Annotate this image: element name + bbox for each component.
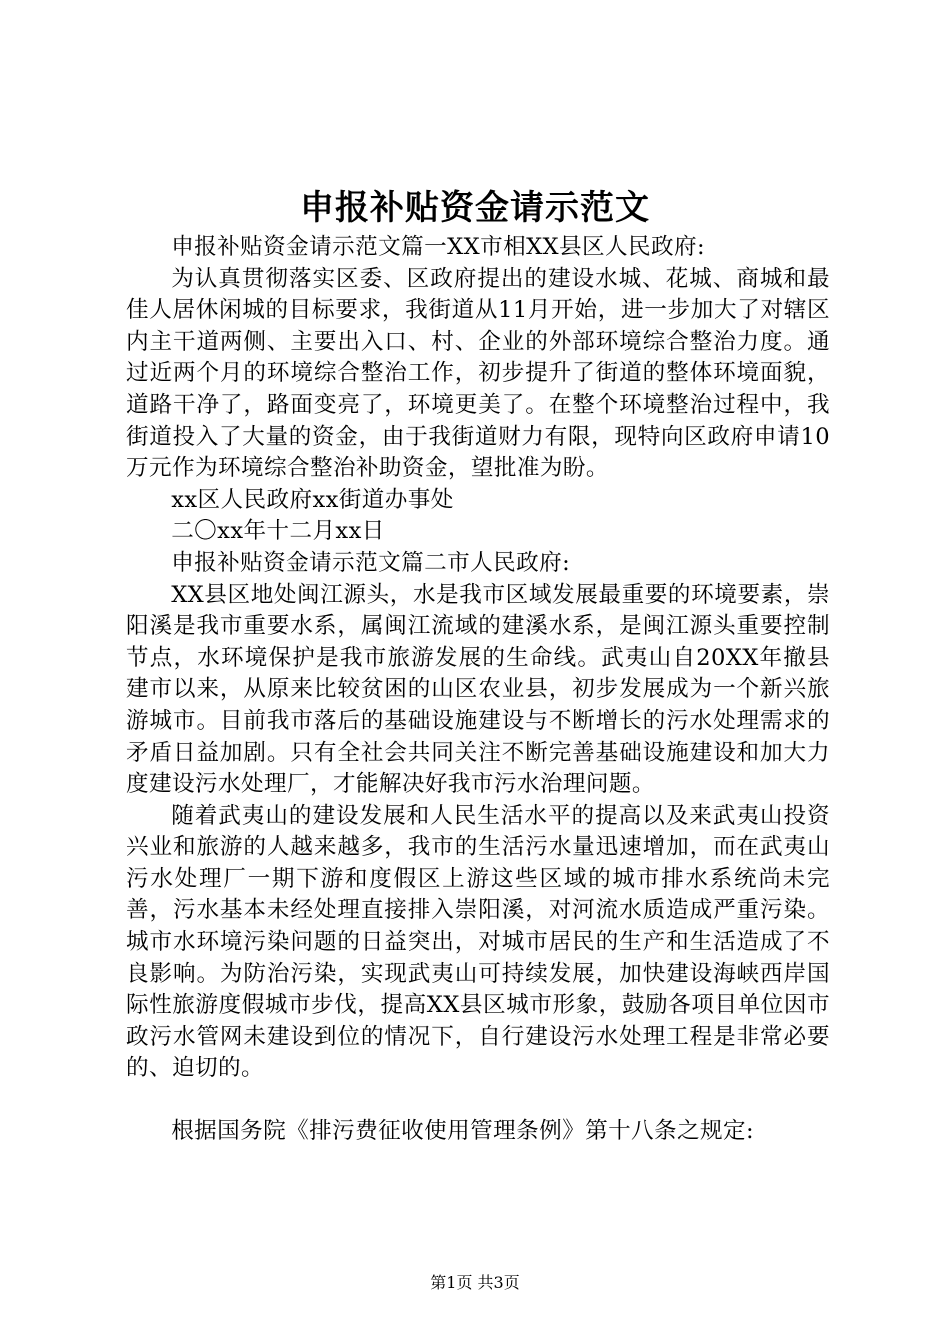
paragraph-intro-2: 申报补贴资金请示范文篇二市人民政府: [171, 549, 571, 576]
signature-office: xx区人民政府xx街道办事处 [171, 486, 454, 513]
signature-date: 二〇xx年十二月xx日 [171, 518, 385, 545]
document-title: 申报补贴资金请示范文 [300, 188, 650, 228]
page-footer: 第1页 共3页 [430, 1273, 520, 1292]
paragraph-intro-1: 申报补贴资金请示范文篇一XX市相XX县区人民政府: [171, 234, 706, 260]
document-body [126, 232, 830, 1148]
paragraph-body-4: 根据国务院《排污费征收使用管理条例》第十八条之规定: [171, 1118, 755, 1145]
paragraph-body-3: 随着武夷山的建设发展和人民生活水平的提高以及来武夷山投资兴业和旅游的人越来越多，我市的生活污水量迅速增加，而在武夷山污水处理厂一期下游和度假区上游这些区域的城市排水系统尚未完善，污水基本未经处理直接排入崇阳溪，对河流水质造成严重污染。城市水环境污染问题的日益突出，对城市居民的生产和生活造成了不良影响。为防治污染，实现武夷山可持续发展，加快建设海峡西岸国际性旅游度假城市步伐，提高XX县区城市形象，鼓励各项目单位因市政污水管网未建设到位的情况下，自行建设污水处理工程是非常必要的、迫切的。 [126, 802, 830, 1082]
paragraph-body-2: XX县区地处闽江源头，水是我市区域发展最重要的环境要素，崇阳溪是我市重要水系，属闽江流域的建溪水系，是闽江源头重要控制节点，水环境保护是我市旅游发展的生命线。武夷山自20XX年撤县建市以来，从原来比较贫困的山区农业县，初步发展成为一个新兴旅游城市。目前我市落后的基础设施建设与不断增长的污水处理需求的矛盾日益加剧。只有全社会共同关注不断完善基础设施建设和加大力度建设污水处理厂，才能解决好我市污水治理问题。 [126, 581, 830, 798]
paragraph-body-1: 为认真贯彻落实区委、区政府提出的建设水城、花城、商城和最佳人居休闲城的目标要求，我街道从11月开始，进一步加大了对辖区内主干道两侧、主要出入口、村、企业的外部环境综合整治力度。通过近两个月的环境综合整治工作，初步提升了街道的整体环境面貌，道路干净了，路面变亮了，环境更美了。在整个环境整治过程中，我街道投入了大量的资金，由于我街道财力有限，现特向区政府申请10万元作为环境综合整治补助资金，望批准为盼。 [126, 265, 830, 482]
